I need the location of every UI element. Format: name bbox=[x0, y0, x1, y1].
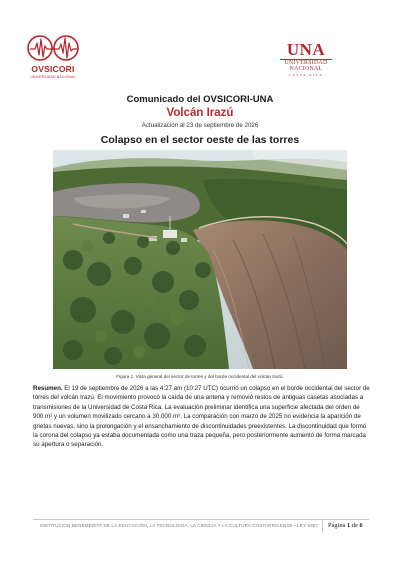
footer-divider bbox=[33, 519, 369, 520]
report-title: Colapso en el sector oeste de las torres bbox=[100, 134, 300, 146]
una-line-3: COSTA RICA bbox=[288, 72, 324, 77]
summary-text: El 19 de septiembre de 2026 a las 4:27 am (10:27 UTC) ocurrió un colapso en el borde occidental del sector de torres del volcán Irazú. El movimiento provocó la caída de una antena y removió restos de antiguas casetas asociadas a transmisiones de la Universidad de Costa Rica. La evaluación preliminar identifica una superficie afectada del orden de 900 m² y un volumen movilizado cercano a 30.000 m³. La comparación con marzo de 2025 no evidencia la aparición de grietas nuevas, sino la prolongación y el ensanchamiento de discontinuidades preexistentes. La discontinuidad que formó la corona del colapso ya estaba documentada como una traza pequeña, pero posteriormente aumentó de forma marcada su apertura o separación. bbox=[33, 385, 370, 449]
summary-paragraph bbox=[33, 384, 371, 450]
ovsicori-subtitle: UNIVERSIDAD NACIONAL bbox=[30, 75, 76, 79]
page-indicator bbox=[328, 522, 363, 529]
page-total: 6 bbox=[359, 522, 363, 529]
communique-heading: Comunicado del OVSICORI-UNA bbox=[126, 94, 274, 105]
seismograph-icon bbox=[25, 34, 81, 64]
una-logo bbox=[278, 42, 334, 86]
update-date: Actualización al 23 de septiembre de 2026 bbox=[141, 122, 259, 129]
footer-institution: INSTITUCIÓN BENEMÉRITA DE LA EDUCACIÓN, LA TECNOLOGÍA, LA CIENCIA Y LA CULTURA COSTARRICENSE • LEY 9387 bbox=[40, 523, 319, 528]
page-word: Página bbox=[328, 522, 347, 529]
figure-caption: Figura 1. Vista general del sector de torres y del borde occidental del volcán Irazú. bbox=[116, 374, 284, 379]
page-of: de bbox=[350, 522, 360, 529]
summary-label: Resumen. bbox=[33, 385, 63, 392]
una-acronym: UNA bbox=[286, 40, 326, 59]
una-line-1: UNIVERSIDAD bbox=[284, 60, 328, 66]
volcano-name: Volcán Irazú bbox=[166, 107, 234, 119]
footer-separator bbox=[322, 520, 323, 533]
page-current: 1 bbox=[347, 522, 351, 529]
una-line-2: NACIONAL bbox=[289, 66, 323, 73]
ovsicori-name: OVSICORI bbox=[31, 64, 75, 74]
ovsicori-logo bbox=[22, 34, 84, 86]
aerial-photo bbox=[53, 150, 347, 369]
